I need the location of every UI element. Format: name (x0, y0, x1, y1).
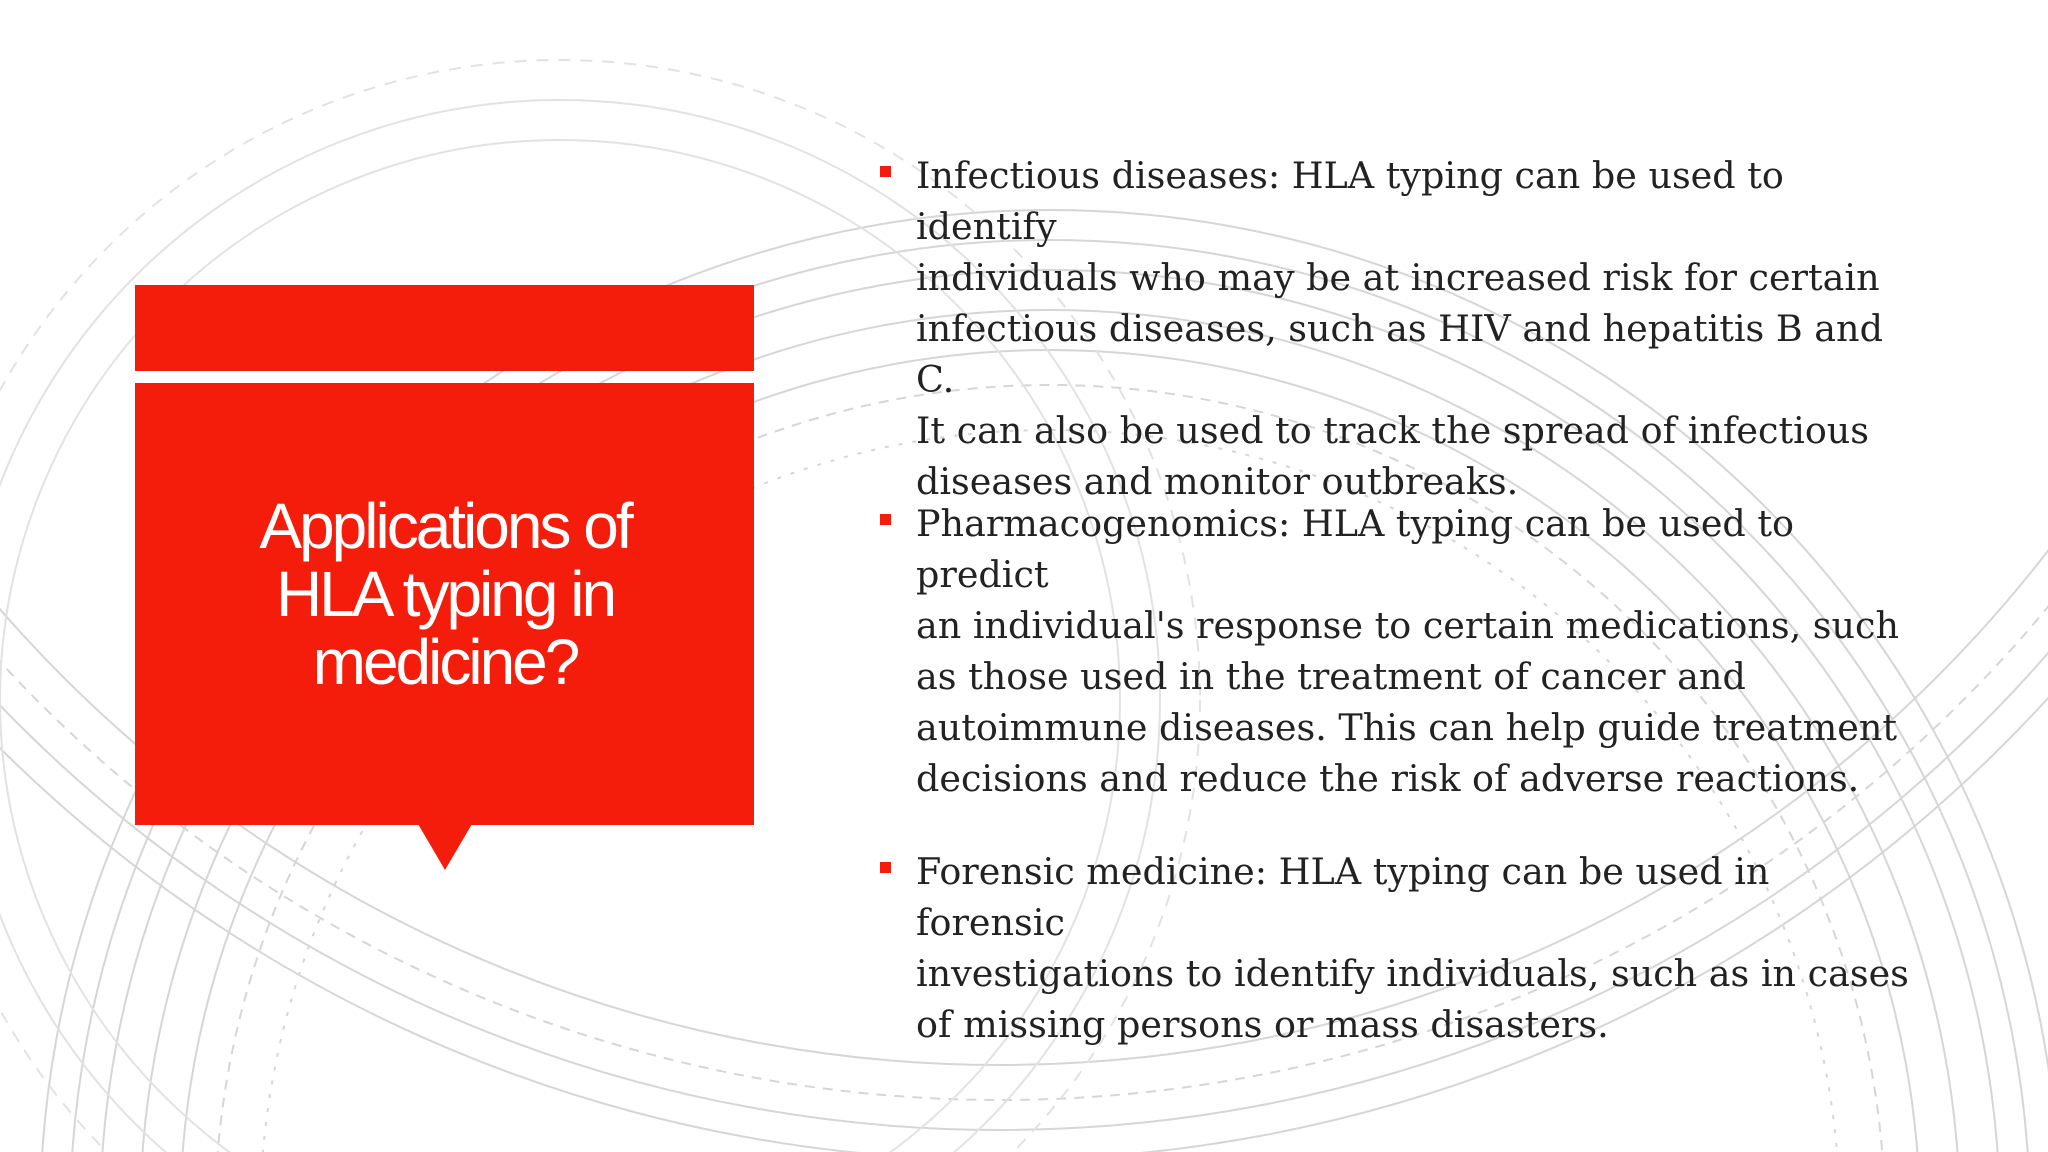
square-bullet-icon (880, 166, 891, 177)
slide-title: Applications of HLA typing in medicine? (259, 490, 631, 698)
bullet-text: Infectious diseases: HLA typing can be used to identify individuals who may be at increased risk for certain infectious diseases, such as HIV and hepatitis B and C. It can also be used to track the spread of infectious diseases and monitor outbreaks. (916, 154, 1883, 503)
square-bullet-icon (880, 514, 891, 525)
square-bullet-icon (880, 862, 891, 873)
bullet-text: Forensic medicine: HLA typing can be used in forensic investigations to identify individuals, such as in cases of missing persons or mass disasters. (916, 850, 1909, 1046)
bullet-text: Pharmacogenomics: HLA typing can be used to predict an individual's response to certain medications, such as those used in the treatment of cancer and autoimmune diseases. This can help guide treatment decisions and reduce the risk of adverse reactions. (916, 502, 1899, 800)
title-accent-strip (135, 285, 754, 371)
title-callout-pointer (418, 824, 472, 870)
